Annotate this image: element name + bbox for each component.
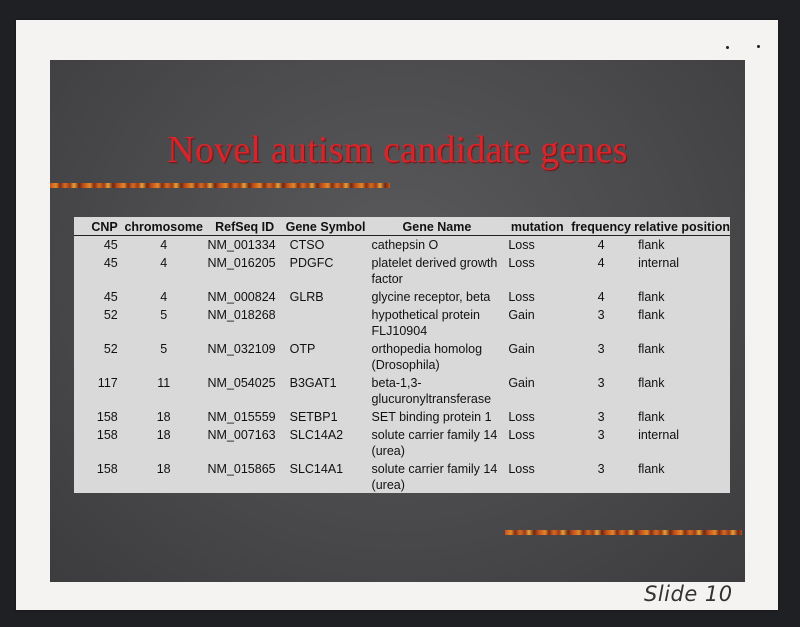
cell-mutation: Loss [508,290,535,304]
decorative-stripe-top [50,183,390,188]
cell-name: SET binding protein 1 [371,410,492,424]
cell-symbol: PDGFC [289,256,334,270]
column-header: CNP [74,217,122,236]
cell-cnp: 45 [103,256,118,270]
cell-frequency: 4 [597,238,605,252]
cell-cnp: 45 [103,290,118,304]
column-header: frequency [568,217,634,236]
cell-name: cathepsin O [371,238,439,252]
cell-position: flank [638,462,665,476]
cell-symbol: SLC14A1 [289,462,344,476]
cell-mutation: Loss [508,428,535,442]
gene-table [74,217,730,494]
cell-name: glycine receptor, beta [371,290,491,304]
cell-mutation: Loss [508,238,535,252]
cell-refseq: NM_000824 [207,290,276,304]
table-header-row [74,217,730,236]
cell-frequency: 3 [597,410,605,424]
cell-name: solute carrier family 14 (urea) [371,462,498,492]
cell-cnp: 52 [103,342,118,356]
cell-position: flank [638,308,665,322]
cell-frequency: 3 [597,376,605,390]
column-header: chromosome [122,217,206,236]
cell-symbol: B3GAT1 [289,376,337,390]
cell-frequency: 3 [597,308,605,322]
cell-frequency: 3 [597,428,605,442]
cell-refseq: NM_001334 [207,238,276,252]
table-row [74,306,730,340]
cell-cnp: 117 [97,376,118,390]
table-row [74,340,730,374]
decorative-stripe-bottom [505,530,742,535]
cell-refseq: NM_054025 [207,376,276,390]
table-row [74,460,730,494]
cell-symbol [284,306,368,340]
cell-name: beta-1,3-glucuronyltransferase [371,376,492,406]
cell-symbol: CTSO [289,238,325,252]
table-row [74,374,730,408]
cell-cnp: 158 [96,462,118,476]
cell-refseq: NM_015865 [207,462,276,476]
cell-chromosome: 5 [160,342,168,356]
cell-cnp: 45 [103,238,118,252]
cell-mutation: Loss [508,256,535,270]
cell-mutation: Loss [508,462,535,476]
column-header: Gene Symbol [284,217,368,236]
handwritten-slide-label: Slide 10 [644,582,733,606]
cell-cnp: 52 [103,308,118,322]
cell-mutation: Gain [508,376,535,390]
cell-cnp: 158 [96,428,118,442]
cell-chromosome: 4 [160,290,168,304]
cell-chromosome: 18 [156,462,171,476]
cell-name: solute carrier family 14 (urea) [371,428,498,458]
speck-mark [726,46,729,49]
cell-chromosome: 5 [160,308,168,322]
table-row [74,408,730,426]
cell-name: platelet derived growth factor [371,256,498,286]
cell-chromosome: 18 [156,410,171,424]
table-row [74,236,730,255]
cell-refseq: NM_032109 [207,342,276,356]
cell-position: flank [638,376,665,390]
column-header: mutation [506,217,568,236]
table-row [74,254,730,288]
cell-mutation: Gain [508,308,535,322]
cell-frequency: 4 [597,256,605,270]
cell-chromosome: 4 [160,256,168,270]
cell-symbol: SETBP1 [289,410,338,424]
cell-position: internal [638,428,680,442]
cell-position: flank [638,290,665,304]
column-header: RefSeq ID [206,217,284,236]
cell-position: flank [638,238,665,252]
cell-mutation: Loss [508,410,535,424]
cell-refseq: NM_016205 [207,256,276,270]
table-row [74,288,730,306]
speck-mark [757,45,760,48]
table-row [74,426,730,460]
cell-mutation: Gain [508,342,535,356]
cell-position: internal [638,256,680,270]
cell-chromosome: 11 [157,376,171,390]
column-header: relative position [634,217,730,236]
cell-frequency: 3 [597,342,605,356]
cell-frequency: 4 [597,290,605,304]
cell-symbol: OTP [289,342,316,356]
cell-refseq: NM_007163 [207,428,276,442]
cell-frequency: 3 [597,462,605,476]
gene-table-panel [74,217,730,493]
cell-symbol: SLC14A2 [289,428,344,442]
column-header: Gene Name [368,217,507,236]
cell-name: hypothetical protein FLJ10904 [371,308,480,338]
cell-refseq: NM_015559 [207,410,276,424]
slide-title: Novel autism candidate genes [167,129,628,171]
cell-chromosome: 18 [156,428,171,442]
cell-position: flank [638,410,665,424]
cell-refseq: NM_018268 [207,308,276,322]
cell-symbol: GLRB [289,290,324,304]
cell-name: orthopedia homolog (Drosophila) [371,342,483,372]
cell-cnp: 158 [96,410,118,424]
cell-chromosome: 4 [160,238,168,252]
cell-position: flank [638,342,665,356]
